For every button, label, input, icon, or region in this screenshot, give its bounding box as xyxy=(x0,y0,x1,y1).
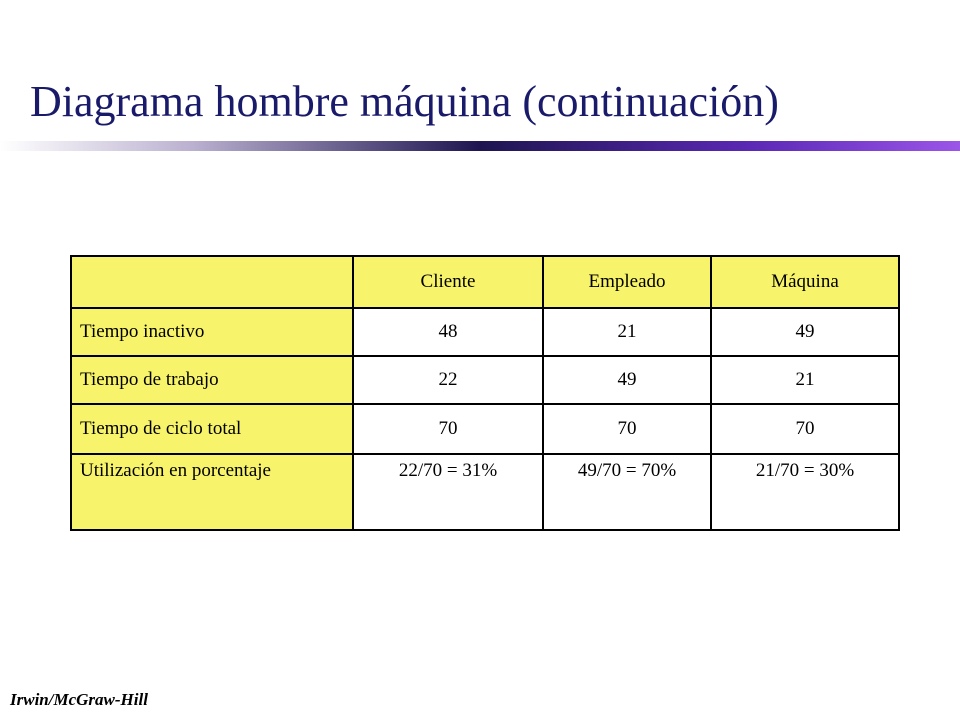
header-maquina: Máquina xyxy=(711,256,899,308)
row-label: Tiempo de trabajo xyxy=(71,356,353,404)
cell-maquina: 21/70 = 30% xyxy=(711,454,899,530)
cell-empleado: 49 xyxy=(543,356,711,404)
table-row xyxy=(71,308,899,356)
cell-cliente: 70 xyxy=(353,404,543,454)
cell-maquina: 49 xyxy=(711,308,899,356)
cell-empleado: 21 xyxy=(543,308,711,356)
title-underline-rule xyxy=(0,141,960,151)
cell-cliente: 22/70 = 31% xyxy=(353,454,543,530)
utilization-table xyxy=(70,255,900,531)
header-empleado: Empleado xyxy=(543,256,711,308)
cell-maquina: 70 xyxy=(711,404,899,454)
table-corner-cell xyxy=(71,256,353,308)
table-row xyxy=(71,454,899,530)
cell-empleado: 49/70 = 70% xyxy=(543,454,711,530)
publisher-footer: Irwin/McGraw-Hill xyxy=(10,690,148,709)
cell-empleado: 70 xyxy=(543,404,711,454)
cell-cliente: 22 xyxy=(353,356,543,404)
row-label: Tiempo de ciclo total xyxy=(71,404,353,454)
table-row xyxy=(71,404,899,454)
slide-title: Diagrama hombre máquina (continuación) xyxy=(30,77,779,126)
cell-cliente: 48 xyxy=(353,308,543,356)
cell-maquina: 21 xyxy=(711,356,899,404)
table-header-row xyxy=(71,256,899,308)
row-label: Tiempo inactivo xyxy=(71,308,353,356)
table-row xyxy=(71,356,899,404)
header-cliente: Cliente xyxy=(353,256,543,308)
row-label: Utilización en porcentaje xyxy=(71,454,353,530)
